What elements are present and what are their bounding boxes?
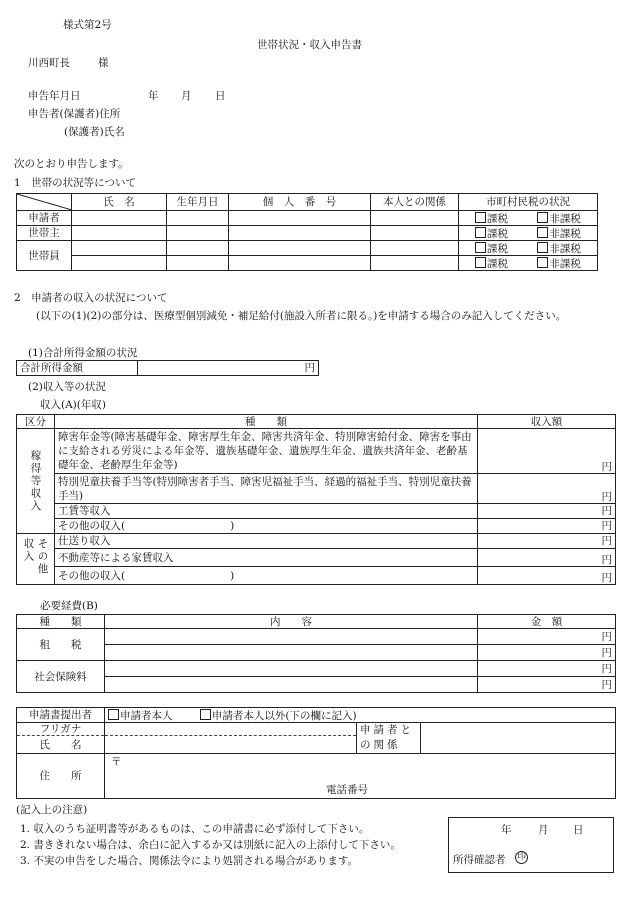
col-expense-type: 種 類 xyxy=(17,615,105,629)
submitter-label: 申請書提出者 xyxy=(17,708,105,723)
income-amount[interactable] xyxy=(478,549,616,567)
yen-unit: 円 xyxy=(601,505,612,517)
cell-input[interactable] xyxy=(167,226,229,241)
expense-content-input[interactable] xyxy=(105,645,478,661)
notes-heading: (記入上の注意) xyxy=(16,804,88,816)
relation-input[interactable] xyxy=(421,723,616,754)
section1-heading: 1 世帯の状況等について xyxy=(14,177,136,189)
untaxed-checkbox[interactable] xyxy=(537,243,581,255)
applicant-address-label: 申告者(保護者)住所 xyxy=(28,108,121,120)
category-earned-income xyxy=(17,429,55,534)
category-other-right: その他 xyxy=(36,538,49,576)
intro-text: 次のとおり申告します。 xyxy=(14,158,129,170)
cell-input[interactable] xyxy=(72,211,167,226)
date-year: 年 xyxy=(148,90,159,102)
submitter-table xyxy=(16,707,616,799)
taxed-checkbox[interactable] xyxy=(475,213,508,225)
taxed-label: 課税 xyxy=(487,227,508,240)
checkbox-icon xyxy=(475,257,486,268)
name-label: 氏 名 xyxy=(17,736,105,754)
note-item-2: 2. 書ききれない場合は、余白に記入するか又は別紙に記入の上添付して下さい。 xyxy=(20,839,401,851)
checkbox-icon xyxy=(537,242,548,253)
income-amount[interactable] xyxy=(478,534,616,549)
confirmer-label: 所得確認者 xyxy=(453,854,506,866)
date-month: 月 xyxy=(181,90,192,102)
yen-unit: 円 xyxy=(601,662,612,675)
cell-input[interactable] xyxy=(371,211,459,226)
yen-unit: 円 xyxy=(304,362,315,374)
col-name: 氏 名 xyxy=(72,194,167,211)
income-type-wages: 工賃等収入 xyxy=(55,504,478,519)
confirm-month: 月 xyxy=(538,824,549,836)
taxed-checkbox[interactable] xyxy=(475,258,508,270)
category-other-left: 収入 xyxy=(22,538,35,563)
section2-heading: 2 申請者の収入の状況について xyxy=(14,292,168,304)
income-amount[interactable] xyxy=(478,474,616,504)
postal-mark: 〒 xyxy=(111,756,122,768)
checkbox-icon xyxy=(537,227,548,238)
income-amount[interactable] xyxy=(478,504,616,519)
date-day: 日 xyxy=(215,90,226,102)
untaxed-checkbox[interactable] xyxy=(537,228,581,240)
total-income-label: 合計所得金額 xyxy=(17,361,138,376)
addressee-honorific: 様 xyxy=(98,57,109,69)
yen-unit: 円 xyxy=(601,535,612,547)
income-type-allowance: 特別児童扶養手当等(特別障害者手当、障害児福祉手当、経過的福祉手当、特別児童扶養手当) xyxy=(55,474,478,504)
row-household-member: 世帯員 xyxy=(17,241,72,271)
taxed-checkbox[interactable] xyxy=(475,243,508,255)
expense-social-insurance: 社会保険料 xyxy=(17,661,105,693)
expense-tax: 租 税 xyxy=(17,629,105,661)
income-type-other-earned: その他の収入( ) xyxy=(55,519,478,534)
section2-note: (以下の(1)(2)の部分は、医療型個別減免・補足給付(施設入所者に限る。)を申請する場合のみ記入してください。 xyxy=(36,310,567,322)
form-title: 世帯状況・収入申告書 xyxy=(257,39,362,51)
yen-unit: 円 xyxy=(601,520,612,532)
yen-unit: 円 xyxy=(601,491,612,503)
tax-options xyxy=(459,241,598,256)
self-checkbox[interactable] xyxy=(108,710,173,722)
taxed-label: 課税 xyxy=(487,242,508,255)
row-household-head: 世帯主 xyxy=(17,226,72,241)
yen-unit: 円 xyxy=(601,646,612,659)
expense-amount[interactable] xyxy=(478,677,616,693)
total-income-value[interactable] xyxy=(138,361,319,376)
note-item-1: 1. 収入のうち証明書等があるものは、この申請書に必ず添付して下さい。 xyxy=(20,823,370,835)
other-label: 申請者本人以外(下の欄に記入) xyxy=(211,709,357,722)
seal-icon: 印 xyxy=(516,852,526,862)
applicant-name-label: (保護者)氏名 xyxy=(64,126,125,138)
col-category: 区分 xyxy=(17,415,55,429)
col-relationship: 本人との関係 xyxy=(371,194,459,211)
row-applicant: 申請者 xyxy=(17,211,72,226)
cell-input[interactable] xyxy=(167,211,229,226)
confirm-year: 年 xyxy=(501,824,512,836)
yen-unit: 円 xyxy=(601,678,612,691)
self-label: 申請者本人 xyxy=(120,709,173,722)
income-type-rent: 不動産等による家賃収入 xyxy=(55,549,478,567)
subsection1-heading: (1)合計所得金額の状況 xyxy=(28,347,138,359)
expense-amount[interactable] xyxy=(478,629,616,645)
income-heading: 収入(A)(年収) xyxy=(40,399,106,411)
name-input[interactable] xyxy=(105,736,357,754)
addressee-town: 川西町長 xyxy=(28,57,70,69)
relation-label: 申請者との関係 xyxy=(357,723,421,754)
untaxed-label: 非課税 xyxy=(549,212,581,225)
expense-amount[interactable] xyxy=(478,645,616,661)
confirm-day: 日 xyxy=(573,824,584,836)
col-expense-content: 内 容 xyxy=(105,615,478,629)
expense-heading: 必要経費(B) xyxy=(40,600,98,612)
income-amount[interactable] xyxy=(478,519,616,534)
yen-unit: 円 xyxy=(601,554,612,566)
diagonal-cell xyxy=(17,194,72,211)
cell-input[interactable] xyxy=(167,256,229,271)
untaxed-checkbox[interactable] xyxy=(537,213,581,225)
address-label: 住 所 xyxy=(17,754,105,799)
other-checkbox[interactable] xyxy=(200,710,357,722)
cell-input[interactable] xyxy=(229,256,371,271)
expense-content-input[interactable] xyxy=(105,661,478,677)
checkbox-icon xyxy=(475,212,486,223)
date-label: 申告年月日 xyxy=(28,90,81,102)
phone-label: 電話番号 xyxy=(326,784,368,796)
category-earned-label: 稼得等収入 xyxy=(29,449,42,513)
subsection2-heading: (2)収入等の状況 xyxy=(28,381,106,393)
furigana-input[interactable] xyxy=(105,723,357,736)
col-birthdate: 生年月日 xyxy=(167,194,229,211)
yen-unit: 円 xyxy=(601,572,612,584)
category-other-income xyxy=(17,534,55,585)
submitter-options xyxy=(105,708,616,723)
income-table xyxy=(16,414,616,585)
cell-input[interactable] xyxy=(229,211,371,226)
col-type: 種 類 xyxy=(55,415,478,429)
tax-options xyxy=(459,256,598,271)
expense-content-input[interactable] xyxy=(105,677,478,693)
checkbox-icon xyxy=(475,242,486,253)
income-amount[interactable] xyxy=(478,429,616,474)
income-confirmation-box xyxy=(448,817,614,873)
cell-input[interactable] xyxy=(371,256,459,271)
untaxed-label: 非課税 xyxy=(549,242,581,255)
untaxed-checkbox[interactable] xyxy=(537,258,581,270)
income-type-remittance: 仕送り収入 xyxy=(55,534,478,549)
col-expense-amount: 金 額 xyxy=(478,615,616,629)
tax-options xyxy=(459,211,598,226)
untaxed-label: 非課税 xyxy=(549,257,581,270)
total-income-table xyxy=(16,360,319,376)
col-income-amount: 収入額 xyxy=(478,415,616,429)
household-table xyxy=(16,193,598,271)
col-tax-status: 市町村民税の状況 xyxy=(459,194,598,211)
cell-input[interactable] xyxy=(229,226,371,241)
income-amount[interactable] xyxy=(478,567,616,585)
taxed-checkbox[interactable] xyxy=(475,228,508,240)
income-type-other: その他の収入( ) xyxy=(55,567,478,585)
checkbox-icon xyxy=(537,257,548,268)
taxed-label: 課税 xyxy=(487,257,508,270)
expense-table xyxy=(16,614,616,693)
income-type-pension: 障害年金等(障害基礎年金、障害厚生年金、障害共済年金、特別障害給付金、障害を事由に支給される労災による年金等、遺族基礎年金、遺族厚生年金、遺族共済年金、老齢基礎年金、老齢厚生年金等) xyxy=(55,429,478,474)
cell-input[interactable] xyxy=(72,226,167,241)
checkbox-icon xyxy=(200,709,211,720)
col-personal-number: 個 人 番 号 xyxy=(229,194,371,211)
note-item-3: 3. 不実の申告をした場合、関係法令により処罰される場合があります。 xyxy=(20,855,359,867)
yen-unit: 円 xyxy=(601,461,612,473)
checkbox-icon xyxy=(108,709,119,720)
expense-amount[interactable] xyxy=(478,661,616,677)
cell-input[interactable] xyxy=(72,241,167,256)
yen-unit: 円 xyxy=(601,630,612,643)
expense-content-input[interactable] xyxy=(105,629,478,645)
form-number: 様式第2号 xyxy=(63,19,112,31)
taxed-label: 課税 xyxy=(487,212,508,225)
cell-input[interactable] xyxy=(167,241,229,256)
address-input[interactable] xyxy=(105,754,616,799)
checkbox-icon xyxy=(537,212,548,223)
cell-input[interactable] xyxy=(229,241,371,256)
furigana-label: フリガナ xyxy=(17,723,105,736)
checkbox-icon xyxy=(475,227,486,238)
cell-input[interactable] xyxy=(371,226,459,241)
cell-input[interactable] xyxy=(371,241,459,256)
tax-options xyxy=(459,226,598,241)
untaxed-label: 非課税 xyxy=(549,227,581,240)
cell-input[interactable] xyxy=(72,256,167,271)
